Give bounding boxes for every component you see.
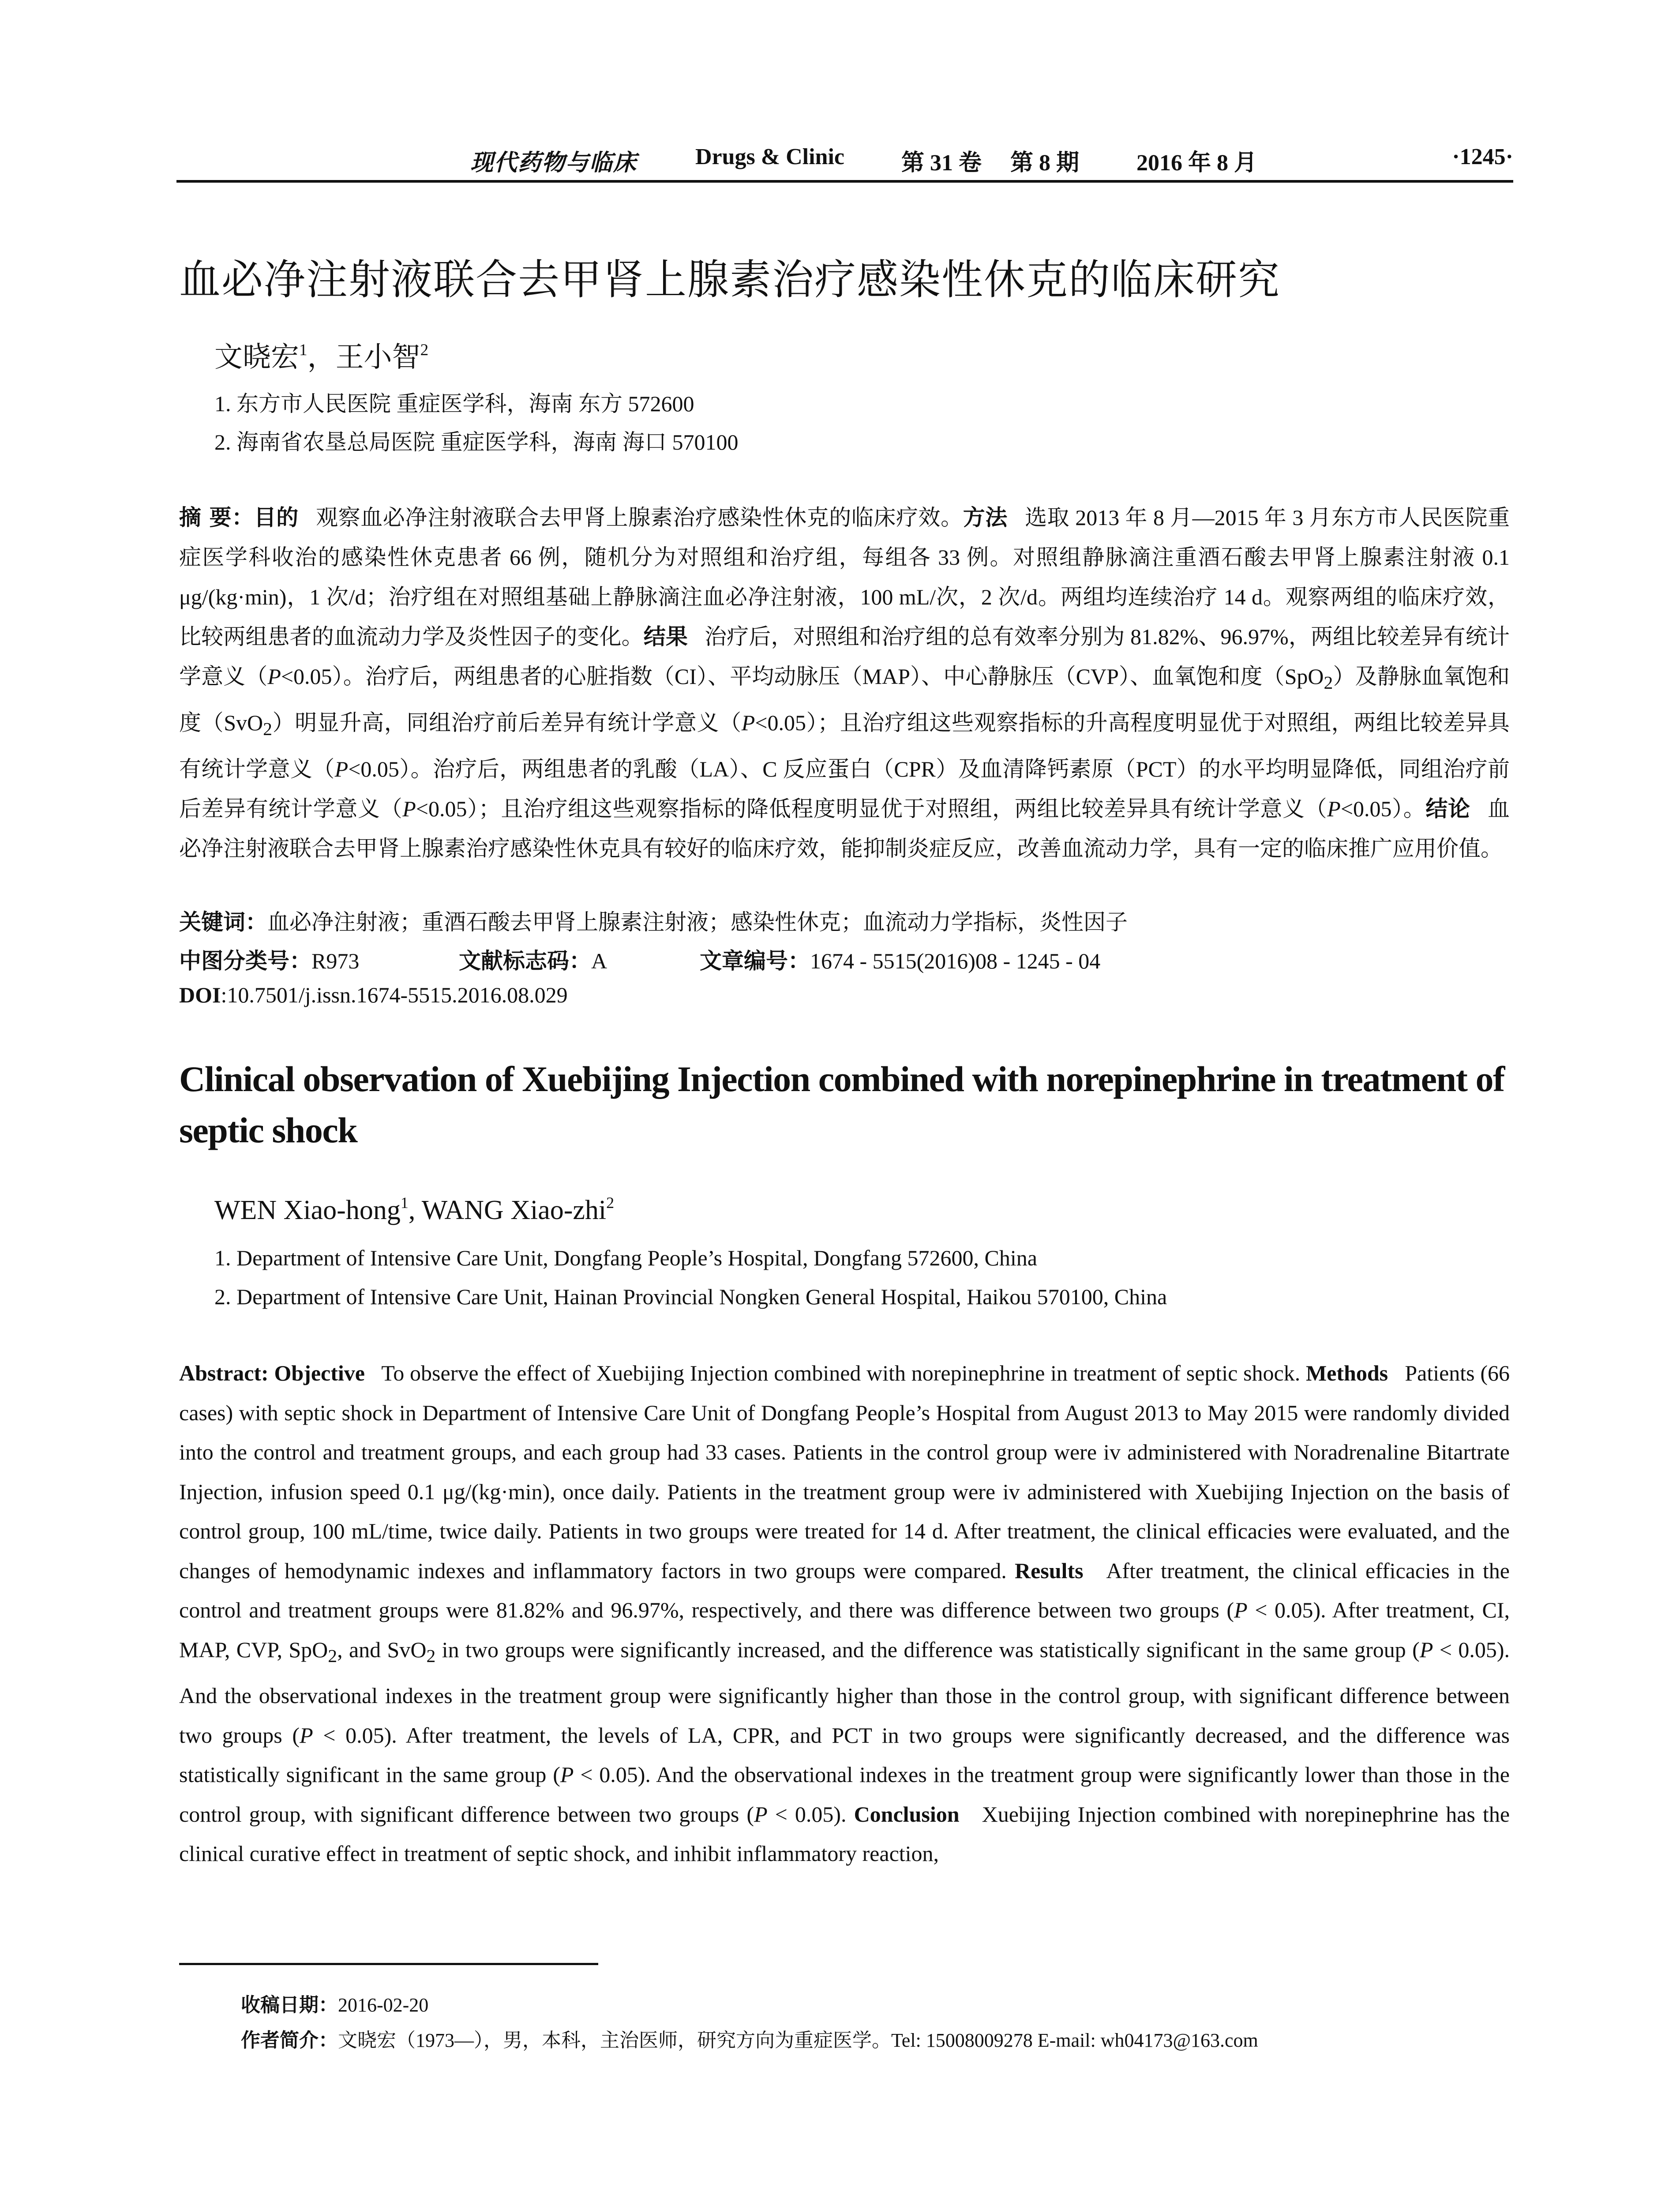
methods-text-en: Patients (66 cases) with septic shock in Department of Intensive Care Unit of Dongfang People’s Hospital from August 2013 to May 2015 were randomly divided into the control and treatment groups, and each group had 33 cases. Patients in the control group were iv administered with Noradrenaline Bitartrate Injection, infusion speed 0.1 μg/(kg·min), once daily. Patients in the treatment group were iv administered with Xuebijing Injection on the basis of control group, 100 mL/time, twice daily. Patients in two groups were treated for 14 d. After treatment, the clinical efficacies were evaluated, and the changes of hemodynamic indexes and inflammatory factors in two groups were compared. bbox=[179, 1361, 1510, 1583]
footnote-rule bbox=[179, 1963, 598, 1965]
results-text-en: After treatment, the clinical efficacies in the control and treatment groups were 81.82% and 96.97%, respectively, and there was difference between two groups ( bbox=[179, 1558, 1510, 1622]
results-label-cn: 结果 bbox=[643, 624, 688, 649]
received-value: 2016-02-20 bbox=[338, 1994, 429, 2016]
author-bio-label: 作者简介： bbox=[241, 2029, 338, 2052]
affiliation-cn-2: 2. 海南省农垦总局医院 重症医学科，海南 海口 570100 bbox=[214, 430, 739, 454]
p-symbol: P bbox=[754, 1801, 768, 1827]
p-symbol: P bbox=[300, 1722, 313, 1748]
author-separator: , bbox=[408, 1195, 422, 1225]
keywords-text: 血必净注射液；重酒石酸去甲肾上腺素注射液；感染性休克；血流动力学指标，炎性因子 bbox=[267, 910, 1128, 934]
p-symbol: P bbox=[1419, 1637, 1433, 1662]
running-header bbox=[176, 140, 1513, 183]
doi-value: :10.7501/j.issn.1674-5515.2016.08.029 bbox=[221, 983, 568, 1007]
journal-name-cn: 现代药物与临床 bbox=[470, 150, 638, 176]
results-text-cn: <0.05）。 bbox=[1340, 796, 1426, 821]
results-text-en: , and SvO bbox=[337, 1637, 427, 1662]
results-text-en: in two groups were significantly increased, and the difference was statistically significant in the same group ( bbox=[435, 1637, 1420, 1662]
conclusion-text-cn: 血必净注射液联合去甲肾上腺素治疗感染性休克具有较好的临床疗效，能抑制炎症反应，改善血流动力学，具有一定的临床推广应用价值。 bbox=[179, 796, 1510, 861]
conclusion-label-cn: 结论 bbox=[1425, 796, 1470, 822]
methods-text-cn: 选取 2013 年 8 月—2015 年 3 月东方市人民医院重症医学科收治的感染性休克患者 66 例，随机分为对照组和治疗组，每组各 33 例。对照组静脉滴注重酒石酸去甲肾上腺素注射液 0.1 μg/(kg·min)，1 次/d；治疗组在对照组基础上静脉滴注血必净注射液，100 mL/次，2 次/d。两组均连续治疗 14 d。观察两组的临床疗效，比较两组患者的血流动力学及炎性因子的变化。 bbox=[179, 505, 1510, 649]
affiliation-cn-1: 1. 东方市人民医院 重症医学科，海南 东方 572600 bbox=[214, 391, 694, 416]
affiliation-en-2: 2. Department of Intensive Care Unit, Hainan Provincial Nongken General Hospital, Haikou 570100, China bbox=[214, 1284, 1167, 1309]
objective-label-cn: 目的 bbox=[254, 505, 299, 530]
article-title-en: Clinical observation of Xuebijing Injection combined with norepinephrine in treatment of septic shock bbox=[179, 1059, 1504, 1150]
received-date bbox=[241, 1989, 428, 2017]
abstract-label-en: Abstract: bbox=[179, 1361, 269, 1385]
article-label: 文章编号： bbox=[700, 948, 810, 974]
abstract-cn bbox=[179, 498, 1510, 868]
issue-date: 2016 年 8 月 bbox=[1136, 150, 1257, 176]
author-separator: ， bbox=[307, 341, 336, 373]
author-affiliation-mark: 2 bbox=[606, 1193, 615, 1212]
authors-en bbox=[214, 1195, 614, 1226]
journal-name-en: Drugs & Clinic bbox=[695, 144, 844, 169]
results-text-en: < 0.05). After treatment, CI, MAP, CVP, SpO bbox=[179, 1598, 1510, 1662]
clc-value: R973 bbox=[311, 949, 360, 973]
affiliation-en-1: 1. Department of Intensive Care Unit, Dongfang People’s Hospital, Dongfang 572600, China bbox=[214, 1246, 1037, 1270]
classification-line bbox=[179, 943, 359, 975]
doc-label: 文献标志码： bbox=[459, 948, 591, 974]
abstract-label-cn: 摘 要： bbox=[179, 505, 254, 530]
subscript: 2 bbox=[426, 1646, 436, 1666]
results-text-cn: <0.05）；且治疗组这些观察指标的升高程度明显优于对照组，两组比较差异具有统计学意义（ bbox=[179, 710, 1510, 781]
author-name: WEN Xiao-hong bbox=[214, 1195, 401, 1225]
p-symbol: P bbox=[402, 796, 416, 821]
objective-label-en: Objective bbox=[274, 1361, 365, 1385]
author-bio bbox=[241, 2024, 1258, 2052]
conclusion-text-en: Xuebijing Injection combined with norepinephrine has the clinical curative effect in treatment of septic shock, and inhibit inflammatory reaction, bbox=[179, 1801, 1510, 1866]
doc-value: A bbox=[591, 949, 608, 973]
author-bio-text: 文晓宏（1973—），男，本科，主治医师，研究方向为重症医学。Tel: 15008009278 E-mail: wh04173@163.com bbox=[338, 2030, 1258, 2051]
subscript: 2 bbox=[1324, 673, 1333, 693]
results-text-cn: 治疗后，对照组和治疗组的总有效率分别为 81.82%、96.97%，两组比较差异有统计学意义（ bbox=[179, 624, 1510, 689]
clc-label: 中图分类号： bbox=[179, 948, 311, 974]
author-affiliation-mark: 2 bbox=[420, 341, 429, 360]
doc-code bbox=[459, 943, 607, 975]
results-text-en: < 0.05). bbox=[767, 1801, 847, 1827]
p-symbol: P bbox=[1234, 1598, 1248, 1622]
results-text-cn: <0.05）。治疗后，两组患者的心脏指数（CI）、平均动脉压（MAP）、中心静脉压（CVP）、血氧饱和度（SpO bbox=[281, 664, 1324, 689]
p-symbol: P bbox=[1327, 796, 1341, 821]
doi-line bbox=[179, 982, 568, 1008]
conclusion-label-en: Conclusion bbox=[854, 1801, 960, 1827]
author-name: WANG Xiao-zhi bbox=[421, 1195, 607, 1225]
p-symbol: P bbox=[267, 664, 281, 689]
methods-label-cn: 方法 bbox=[963, 505, 1008, 530]
subscript: 2 bbox=[263, 719, 272, 739]
objective-text-en: To observe the effect of Xuebijing Injection combined with norepinephrine in treatment of septic shock. bbox=[381, 1361, 1301, 1385]
volume: 第 31 卷 bbox=[901, 150, 982, 176]
results-text-cn: <0.05）；且治疗组这些观察指标的降低程度明显优于对照组，两组比较差异具有统计学意义（ bbox=[416, 796, 1328, 821]
article-title-cn: 血必净注射液联合去甲肾上腺素治疗感染性休克的临床研究 bbox=[179, 256, 1281, 304]
author-name: 文晓宏 bbox=[214, 341, 299, 373]
article-value: 1674 - 5515(2016)08 - 1245 - 04 bbox=[810, 949, 1101, 973]
results-text-cn: ）明显升高，同组治疗前后差异有统计学意义（ bbox=[272, 710, 742, 735]
author-name: 王小智 bbox=[335, 341, 420, 373]
abstract-en bbox=[179, 1354, 1510, 1874]
p-symbol: P bbox=[741, 710, 755, 735]
received-label: 收稿日期： bbox=[241, 1994, 338, 2016]
results-text-cn: <0.05）。治疗后，两组患者的乳酸（LA）、C 反应蛋白（CPR）及血清降钙素原（PCT）的水平均明显降低，同组治疗前后差异有统计学意义（ bbox=[179, 757, 1510, 821]
page-number: ·1245· bbox=[1452, 144, 1513, 169]
results-text-cn: ）及静脉血氧饱和度（SvO bbox=[179, 664, 1510, 735]
results-text-en: < 0.05). And the observational indexes in the treatment group were significantly lower than those in the control group, with significant difference between two groups ( bbox=[179, 1762, 1510, 1827]
issue: 第 8 期 bbox=[1010, 150, 1080, 176]
p-symbol: P bbox=[334, 757, 349, 781]
subscript: 2 bbox=[328, 1646, 338, 1666]
authors-cn bbox=[214, 334, 428, 375]
results-text-en: < 0.05). After treatment, the levels of LA, CPR, and PCT in two groups were significantly decreased, and the difference was statistically significant in the same group ( bbox=[179, 1722, 1510, 1787]
author-affiliation-mark: 1 bbox=[299, 341, 308, 360]
results-label-en: Results bbox=[1014, 1558, 1084, 1583]
methods-label-en: Methods bbox=[1305, 1361, 1388, 1385]
results-text-en: < 0.05). And the observational indexes in the treatment group were significantly higher than those in the control group, with significant difference between two groups ( bbox=[179, 1637, 1510, 1748]
keywords-cn bbox=[179, 904, 1128, 936]
author-affiliation-mark: 1 bbox=[400, 1193, 409, 1212]
doi-label: DOI bbox=[179, 983, 221, 1007]
article-number bbox=[700, 943, 1100, 975]
p-symbol: P bbox=[560, 1762, 574, 1787]
objective-text-cn: 观察血必净注射液联合去甲肾上腺素治疗感染性休克的临床疗效。 bbox=[316, 505, 963, 530]
keywords-label: 关键词： bbox=[179, 909, 267, 935]
